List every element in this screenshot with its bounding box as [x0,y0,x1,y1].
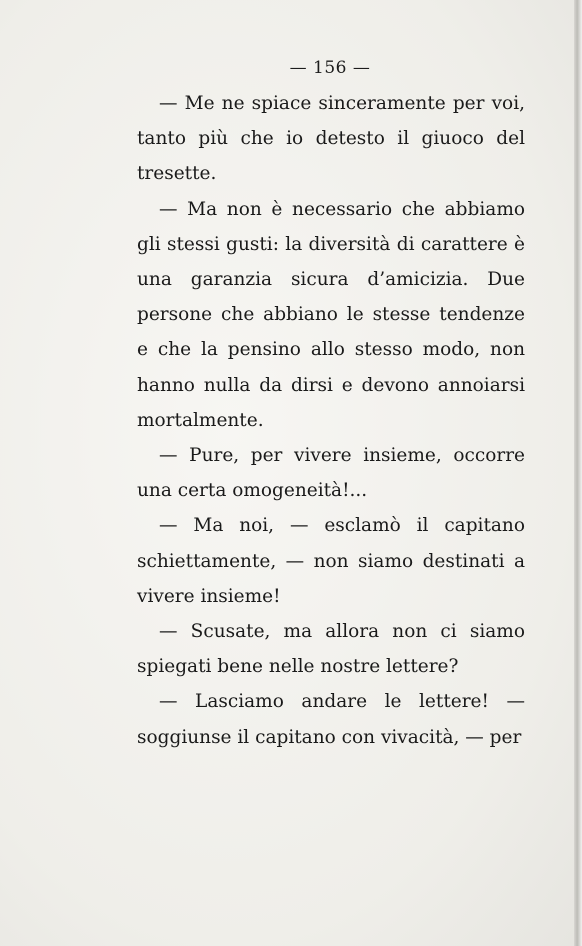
paragraph-2: — Ma non è necessario che abbiamo gli stessi gusti: la diversità di carattere è una garanzia sicura d’amicizia. Due persone che abbiano le stesse tendenze e che la pensino allo stesso modo, non hanno nulla da dirsi e devono annoiarsi mortalmente. [137,198,525,431]
paragraph-3: — Pure, per vivere insieme, occorre una certa omogeneità!... [137,445,525,502]
paragraph-1: — Me ne spiace sinceramente per voi, tanto più che io detesto il giuoco del tresette. [137,93,525,185]
body-text [137,86,525,755]
page-edge [574,0,582,946]
paragraph-6: — Lasciamo andare le lettere! — soggiunse il capitano con vivacità, — per [137,691,525,748]
paragraph-5: — Scusate, ma allora non ci siamo spiegati bene nelle nostre lettere? [137,621,525,678]
page-number: — 156 — [289,58,371,78]
paragraph-4: — Ma noi, — esclamò il capitano schiettamente, — non siamo destinati a vivere insieme! [137,515,525,607]
